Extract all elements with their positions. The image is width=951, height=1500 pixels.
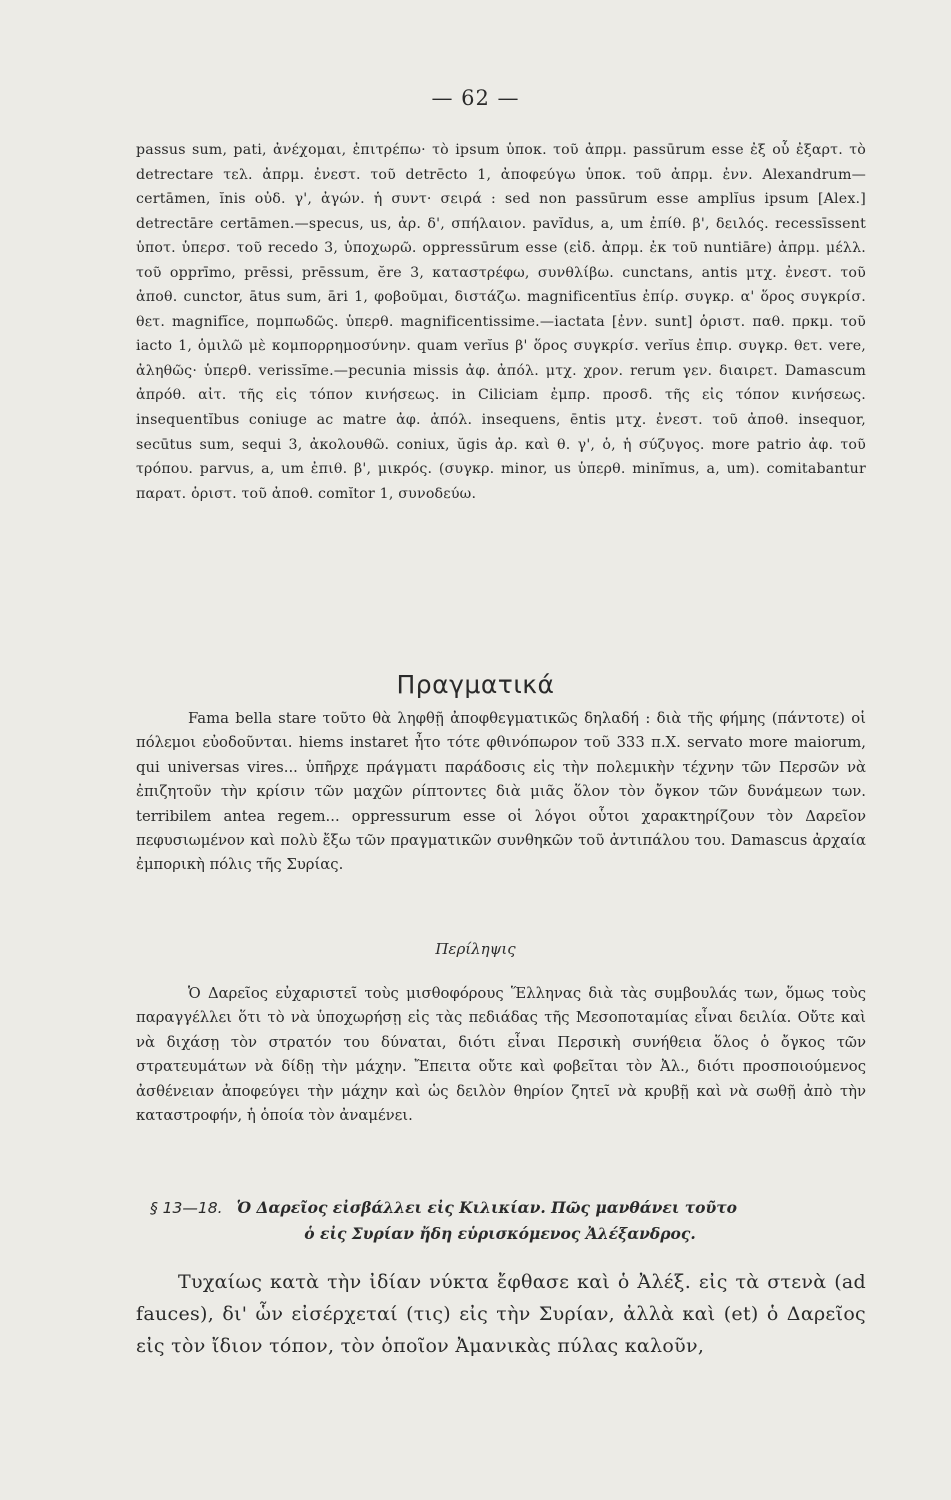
summary-subheading: Περίληψις bbox=[435, 940, 516, 958]
main-text bbox=[136, 1266, 866, 1362]
summary-paragraph: Ὁ Δαρεῖος εὐχαριστεῖ τοὺς μισθοφόρους Ἕλληνας διὰ τὰς συμβουλάς των, ὅμως τοὺς παραγγέλλει ὅτι τὸ νὰ ὑποχωρήσῃ εἰς τὰς πεδιάδας τῆς Μεσοποταμίας εἶναι δειλία. Οὔτε καὶ νὰ διχάσῃ τὸν στρατόν του δύναται, διότι εἶναι Περσικὴ συνήθεια ὅλος ὁ ὄγκος τῶν στρατευμάτων νὰ δίδῃ τὴν μάχην. Ἔπειτα οὔτε καὶ φοβεῖται τὸν Ἀλ., διότι προσποιούμενος ἀσθένειαν ἀποφεύγει τὴν μάχην καὶ ὡς δειλὸν θηρίον ζητεῖ νὰ κρυβῇ καὶ νὰ σωθῇ ἀπὸ τὴν καταστροφήν, ἡ ὁποία τὸν ἀναμένει. bbox=[136, 985, 866, 1125]
pragmatika-paragraph: Fama bella stare τοῦτο θὰ ληφθῇ ἀποφθεγματικῶς δηλαδή : διὰ τῆς φήμης (πάντοτε) οἱ πόλεμοι εὐοδοῦνται. hiems instaret ἦτο τότε φθινόπωρον τοῦ 333 π.Χ. servato more maiorum, qui universas vires... ὑπῆρχε πράγματι παράδοσις εἰς τὴν πολεμικὴν τέχνην τῶν Περσῶν νὰ ἐπιζητοῦν τὴν κρίσιν τῶν μαχῶν ρίπτοντες διὰ μιᾶς ὅλον τὸν ὄγκον τῶν δυνάμεων των. terribilem antea regem... oppressurum esse οἱ λόγοι οὗτοι χαρακτηρίζουν τὸν Δαρεῖον πεφυσιωμένον καὶ πολὺ ἔξω τῶν πραγματικῶν συνθηκῶν τοῦ ἀντιπάλου του. Damascus ἀρχαία ἐμπορικὴ πόλις τῆς Συρίας. bbox=[136, 710, 866, 874]
vocabulary-notes bbox=[136, 138, 866, 506]
notes-paragraph: passus sum, pati, ἀνέχομαι, ἐπιτρέπω· τὸ ipsum ὑποκ. τοῦ ἀπρμ. passūrum esse ἐξ οὗ ἐξαρτ. τὸ detrectare τελ. ἀπρμ. ἐνεστ. τοῦ detrēcto 1, ἀποφεύγω ὑποκ. τοῦ ἀπρμ. ἐνν. Alexandrum—certāmen, ĭnis οὐδ. γ', ἀγών. ἡ συντ· σειρά : sed non passūrum esse amplĭus ipsum [Alex.] detrectāre certāmen.—specus, us, ἀρ. δ', σπήλαιον. pavĭdus, a, um ἐπίθ. β', δειλός. recessīssent ὑποτ. ὑπερσ. τοῦ recedo 3, ὑποχωρῶ. oppressūrum esse (εἰδ. ἀπρμ. ἐκ τοῦ nuntiāre) ἀπρμ. μέλλ. τοῦ opprīmo, prēssi, prēssum, ĕre 3, καταστρέφω, συνθλίβω. cunctans, antis μτχ. ἐνεστ. τοῦ ἀποθ. cunctor, ātus sum, āri 1, φοβοῦμαι, διστάζω. magnificentĭus ἐπίρ. συγκρ. α' ὅρος συγκρίσ. θετ. magnifĭce, πομπωδῶς. ὑπερθ. magnificentissime.—iactata [ἐνν. sunt] ὁριστ. παθ. πρκμ. τοῦ iacto 1, ὁμιλῶ μὲ κομπορρημοσύνην. quam verĭus β' ὅρος συγκρίσ. verĭus ἐπιρ. συγκρ. θετ. vere, ἀληθῶς· ὑπερθ. verissĭme.—pecunia missis ἀφ. ἀπόλ. μτχ. χρον. rerum γεν. διαιρετ. Damascum ἀπρόθ. αἰτ. τῆς εἰς τόπον κινήσεως. in Ciliciam ἐμπρ. προσδ. τῆς εἰς τόπον κινήσεως. insequentĭbus coniuge ac matre ἀφ. ἀπόλ. insequens, ēntis μτχ. ἐνεστ. τοῦ ἀποθ. insequor, secūtus sum, sequi 3, ἀκολουθῶ. coniux, ŭgis ἀρ. καὶ θ. γ', ὁ, ἡ σύζυγος. more patrio ἀφ. τοῦ τρόπου. parvus, a, um ἐπιθ. β', μικρός. (συγκρ. minor, us ὑπερθ. minĭmus, a, um). comitabantur παρατ. ὁριστ. τοῦ ἀποθ. comĭtor 1, συνοδεύω. bbox=[136, 142, 866, 502]
main-paragraph: Τυχαίως κατὰ τὴν ἰδίαν νύκτα ἔφθασε καὶ ὁ Ἀλέξ. εἰς τὰ στενὰ (ad fauces), δι' ὧν εἰσέρχεταί (τις) εἰς τὴν Συρίαν, ἀλλὰ καὶ (et) ὁ Δαρεῖος εἰς τὸν ἴδιον τόπον, τὸν ὁποῖον Ἀμανικὰς πύλας καλοῦν, bbox=[136, 1271, 866, 1357]
pragmatika-section bbox=[136, 707, 866, 878]
section-title: Πραγματικά bbox=[396, 670, 555, 699]
section-number: § 13—18. bbox=[150, 1199, 223, 1217]
chapter-heading-text1: Ὁ Δαρεῖος εἰσβάλλει εἰς Κιλικίαν. Πῶς μανθάνει τοῦτο bbox=[236, 1198, 738, 1217]
chapter-heading-line1 bbox=[150, 1195, 850, 1221]
page-number: — 62 — bbox=[431, 86, 520, 110]
chapter-heading bbox=[150, 1195, 850, 1247]
chapter-heading-line2: ὁ εἰς Συρίαν ἤδη εὑρισκόμενος Ἀλέξανδρος. bbox=[304, 1224, 696, 1243]
summary-section bbox=[136, 982, 866, 1128]
